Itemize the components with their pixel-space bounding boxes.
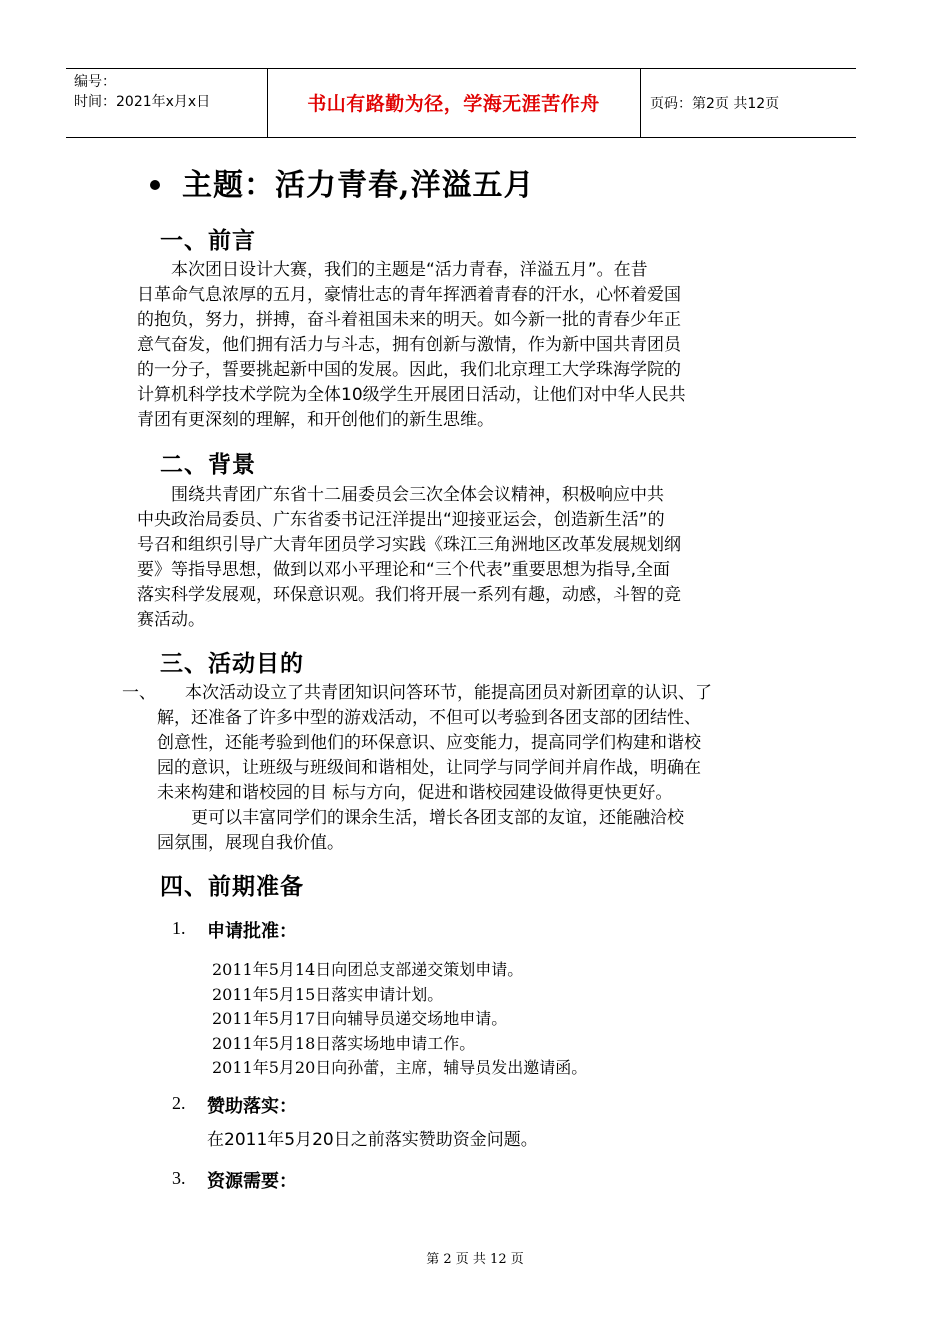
document-title: 主题：活力青春,洋溢五月 — [182, 168, 535, 203]
bullet-icon — [150, 180, 160, 190]
subheading-sponsorship: 赞助落实： — [207, 1096, 297, 1117]
schedule-line: 2011年5月15日落实申请计划。 — [212, 984, 444, 1004]
document-time-label: 时间：2021年x月x日 — [74, 94, 211, 110]
page-footer: 第 2 页 共 12 页 — [426, 1252, 524, 1267]
paragraph-line: 计算机科学技术学院为全体10级学生开展团日活动，让他们对中华人民共 — [137, 385, 686, 405]
section-heading-preparation: 四、前期准备 — [160, 874, 304, 900]
page-header — [66, 68, 856, 138]
section-heading-background: 二、背景 — [160, 452, 256, 478]
header-meta — [74, 72, 210, 112]
paragraph-line: 号召和组织引导广大青年团员学习实践《珠江三角洲地区改革发展规划纲 — [137, 535, 681, 555]
section-purpose-body — [157, 681, 712, 856]
paragraph-line: 园氛围，展现自我价值。 — [157, 833, 344, 853]
subheading-approval: 申请批准： — [207, 921, 297, 942]
paragraph-line: 围绕共青团广东省十二届委员会三次全体会议精神，积极响应中共 — [137, 485, 664, 505]
section-background-body — [137, 483, 681, 633]
section-heading-purpose: 三、活动目的 — [160, 651, 304, 677]
section-heading-preface: 一、前言 — [160, 228, 256, 254]
paragraph-line: 本次活动设立了共青团知识问答环节，能提高团员对新团章的认识、了 — [185, 683, 712, 703]
paragraph-line: 的抱负，努力，拼搏，奋斗着祖国未来的明天。如今新一批的青春少年正 — [137, 310, 681, 330]
schedule-line: 2011年5月14日向团总支部递交策划申请。 — [212, 960, 524, 979]
document-number-label: 编号： — [74, 74, 116, 90]
item-number: 3. — [172, 1168, 186, 1188]
subheading-resources: 资源需要： — [207, 1171, 297, 1192]
paragraph-line: 更可以丰富同学们的课余生活，增长各团支部的友谊，还能融洽校 — [157, 808, 684, 828]
approval-schedule — [212, 958, 587, 1081]
schedule-line: 2011年5月20日向孙蕾，主席，辅导员发出邀请函。 — [212, 1058, 588, 1077]
paragraph-line: 的一分子，誓要挑起新中国的发展。因此，我们北京理工大学珠海学院的 — [137, 360, 681, 380]
paragraph-line: 解，还准备了许多中型的游戏活动，不但可以考验到各团支部的团结性、 — [157, 708, 701, 728]
header-divider — [640, 69, 641, 137]
item-number: 2. — [172, 1093, 186, 1113]
header-page-number: 页码：第2页 共12页 — [650, 96, 780, 112]
section-preface-body — [137, 258, 686, 433]
list-marker: 一、 — [122, 683, 156, 703]
paragraph-line: 赛活动。 — [137, 610, 205, 630]
paragraph-line: 日革命气息浓厚的五月，豪情壮志的青年挥洒着青春的汗水，心怀着爱国 — [137, 285, 681, 305]
paragraph-line: 青团有更深刻的理解，和开创他们的新生思维。 — [137, 410, 494, 430]
paragraph-line: 园的意识，让班级与班级间和谐相处，让同学与同学间并肩作战，明确在 — [157, 758, 701, 778]
paragraph-line: 意气奋发，他们拥有活力与斗志，拥有创新与激情，作为新中国共青团员 — [137, 335, 681, 355]
sponsorship-text: 在2011年5月20日之前落实赞助资金问题。 — [207, 1130, 538, 1150]
paragraph-line: 中央政治局委员、广东省委书记汪洋提出“迎接亚运会，创造新生活”的 — [137, 510, 665, 530]
paragraph-line: 本次团日设计大赛，我们的主题是“活力青春，洋溢五月”。在昔 — [137, 260, 648, 280]
schedule-line: 2011年5月17日向辅导员递交场地申请。 — [212, 1009, 508, 1028]
paragraph-line: 未来构建和谐校园的目 标与方向，促进和谐校园建设做得更快更好。 — [157, 783, 673, 803]
schedule-line: 2011年5月18日落实场地申请工作。 — [212, 1033, 476, 1053]
paragraph-line: 落实科学发展观，环保意识观。我们将开展一系列有趣，动感，斗智的竞 — [137, 585, 681, 605]
paragraph-line: 创意性，还能考验到他们的环保意识、应变能力，提高同学们构建和谐校 — [157, 733, 701, 753]
item-number: 1. — [172, 918, 186, 938]
header-motto: 书山有路勤为径，学海无涯苦作舟 — [307, 93, 600, 115]
paragraph-line: 要》等指导思想，做到以邓小平理论和“三个代表”重要思想为指导,全面 — [137, 560, 671, 580]
